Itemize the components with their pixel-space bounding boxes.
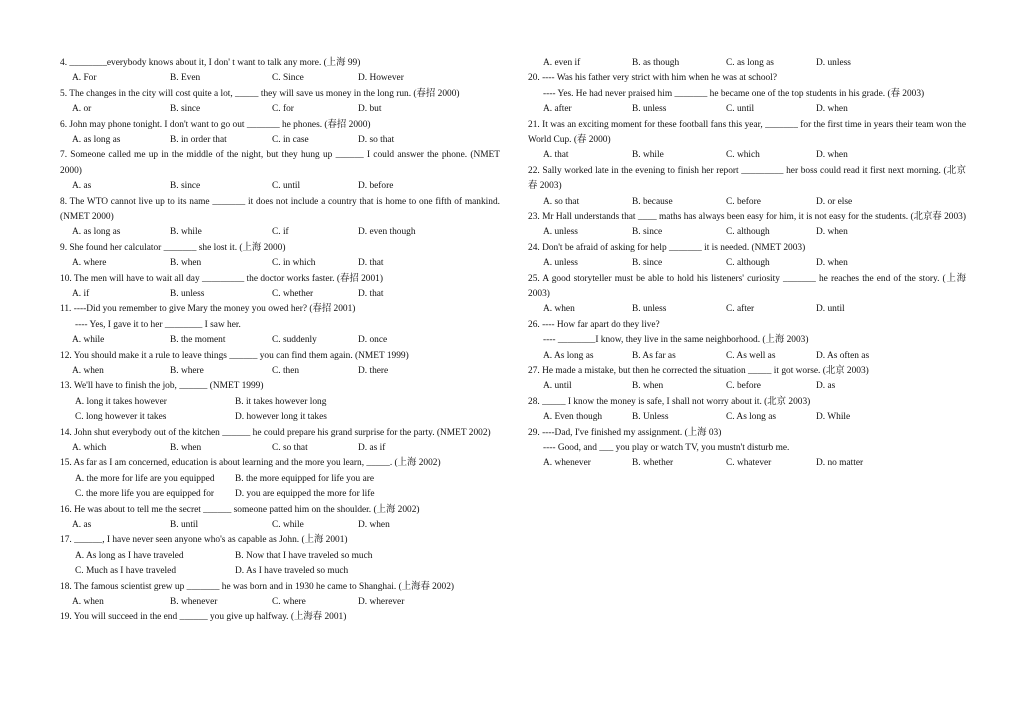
question-stem [60, 349, 500, 364]
question-stem [60, 87, 500, 102]
question-item [528, 272, 966, 318]
answer-option[interactable]: D. you are equipped the more for life [235, 489, 375, 500]
question-stem [60, 302, 500, 317]
question-text: The men will have to wait all day _________ the doctor works faster. (春招 2001) [73, 273, 383, 284]
question-text: ---- Was his father very strict with him when he was at school? [542, 73, 778, 84]
answer-option[interactable]: D. unless [816, 58, 851, 68]
question-text: He was about to tell me the secret ______ someone patted him on the shoulder. (上海 2002) [74, 504, 420, 515]
answer-option[interactable]: B. when [632, 381, 664, 392]
question-number: 21. [528, 119, 540, 130]
answer-option[interactable]: D. when [816, 227, 848, 238]
question-number: 12. [60, 350, 72, 361]
answer-option[interactable]: B. in order that [170, 135, 227, 145]
question-item [528, 210, 966, 241]
answer-option[interactable]: A. as long as [72, 227, 121, 238]
right-column [528, 56, 966, 472]
answer-option[interactable]: A. unless [543, 227, 578, 238]
question-text: As far as I am concerned, education is about learning and the more you learn, _____. (上海 2002) [73, 458, 441, 469]
answer-option[interactable]: B. where [170, 366, 204, 376]
question-stem [60, 195, 500, 226]
answer-option[interactable]: D. However [358, 73, 404, 84]
question-item [60, 456, 500, 502]
question-number: 24. [528, 242, 540, 253]
options-row [60, 595, 500, 610]
question-item [528, 56, 966, 71]
options-row [60, 441, 500, 456]
question-number: 15. [60, 458, 72, 469]
question-item [60, 533, 500, 579]
answer-option[interactable]: D. before [358, 181, 394, 192]
question-text: She found her calculator _______ she lost it. (上海 2000) [69, 242, 286, 253]
question-number: 4. [60, 58, 68, 68]
answer-option[interactable]: C. before [726, 196, 761, 207]
answer-option[interactable]: B. unless [632, 304, 667, 315]
answer-option[interactable]: B. while [632, 150, 664, 161]
question-text: He made a mistake, but then he corrected the situation _____ it got worse. (北京 2003) [542, 366, 869, 376]
answer-option[interactable]: D. or else [816, 196, 853, 207]
answer-option[interactable]: D. however long it takes [235, 412, 327, 423]
question-stem [60, 272, 500, 287]
answer-option[interactable]: A. so that [543, 196, 580, 207]
options-row [528, 256, 966, 271]
question-stem [60, 580, 500, 595]
answer-option[interactable]: D. While [816, 412, 851, 423]
options-row [60, 133, 500, 148]
question-number: 6. [60, 119, 68, 130]
question-stem [528, 210, 966, 225]
answer-option[interactable]: C. whatever [726, 458, 772, 469]
answer-option[interactable]: B. the more equipped for life you are [235, 473, 375, 484]
options-row [60, 472, 500, 487]
question-item [528, 395, 966, 426]
question-number: 26. [528, 319, 540, 330]
answer-option[interactable]: C. As long as [726, 412, 777, 423]
answer-option[interactable]: B. Even [170, 73, 201, 84]
question-number: 27. [528, 366, 540, 376]
question-item [528, 318, 966, 364]
answer-option[interactable]: C. until [272, 181, 301, 192]
answer-option[interactable]: C. while [272, 519, 304, 530]
question-stem [60, 426, 500, 441]
question-text: The WTO cannot live up to its name _______ it does not include a country that is home to one fifth of mankind. (NMET 2000) [60, 196, 500, 222]
options-row [60, 564, 500, 579]
question-item [528, 118, 966, 164]
question-text: A good storyteller must be able to hold his listeners' curiosity _______ he reaches the end of the story. (上海 2003) [528, 273, 966, 299]
answer-option[interactable]: C. as long as [726, 58, 774, 68]
options-row [60, 410, 500, 425]
options-row [60, 225, 500, 240]
answer-option[interactable]: C. the more life you are equipped for [75, 489, 215, 500]
question-number: 23. [528, 212, 540, 222]
answer-option[interactable]: A. For [72, 73, 97, 84]
answer-option[interactable]: D. no matter [816, 458, 864, 469]
options-row [528, 56, 966, 71]
question-number: 20. [528, 73, 540, 84]
answer-option[interactable]: A. as [72, 181, 92, 192]
question-number: 13. [60, 381, 72, 392]
answer-option[interactable]: B. unless [170, 289, 205, 299]
question-number: 7. [60, 150, 68, 161]
question-item [528, 71, 966, 117]
answer-option[interactable]: C. where [272, 596, 306, 607]
question-number: 8. [60, 196, 68, 207]
answer-option[interactable]: B. whenever [170, 596, 218, 607]
answer-option[interactable]: C. although [726, 227, 770, 238]
question-item [60, 580, 500, 611]
answer-option[interactable]: B. As far as [632, 350, 676, 361]
question-item [60, 610, 500, 625]
question-item [60, 56, 500, 87]
answer-option[interactable]: A. even if [543, 58, 581, 68]
question-stem [60, 379, 500, 394]
question-stem [60, 241, 500, 256]
question-stem [528, 318, 966, 333]
question-number: 9. [60, 242, 68, 253]
answer-option[interactable]: D. when [358, 519, 390, 530]
answer-option[interactable]: D. there [358, 366, 389, 376]
question-number: 25. [528, 273, 540, 284]
question-item [60, 426, 500, 457]
answer-option[interactable]: C. long however it takes [75, 412, 167, 423]
answer-option[interactable]: A. until [543, 381, 572, 392]
question-item [60, 118, 500, 149]
options-row [60, 102, 500, 117]
answer-option[interactable]: C. Since [272, 73, 304, 84]
question-reply: ---- Yes, I gave it to her ________ I saw her. [75, 319, 241, 330]
answer-option[interactable]: C. before [726, 381, 761, 392]
question-stem [528, 426, 966, 441]
answer-option[interactable]: C. suddenly [272, 335, 317, 346]
answer-option[interactable]: A. when [72, 596, 104, 607]
question-stem [528, 241, 966, 256]
answer-option[interactable]: D. until [816, 304, 845, 315]
answer-option[interactable]: A. which [72, 442, 107, 453]
options-row [60, 518, 500, 533]
answer-option[interactable]: C. so that [272, 442, 308, 453]
question-stem [60, 56, 500, 71]
question-number: 29. [528, 427, 540, 438]
answer-option[interactable]: B. when [170, 442, 202, 453]
answer-option[interactable]: B. while [170, 227, 202, 238]
answer-option[interactable]: C. Much as I have traveled [75, 566, 177, 577]
answer-option[interactable]: A. as long as [72, 135, 121, 145]
answer-option[interactable]: D. wherever [358, 596, 405, 607]
options-row [60, 333, 500, 348]
options-row [60, 287, 500, 302]
question-text: ________everybody knows about it, I don' t want to talk any more. (上海 99) [69, 58, 361, 68]
answer-option[interactable]: D. but [358, 104, 382, 115]
question-item [60, 148, 500, 194]
answer-option[interactable]: C. if [272, 227, 289, 238]
question-stem [528, 395, 966, 410]
answer-option[interactable]: A. unless [543, 258, 578, 269]
options-row [60, 487, 500, 502]
answer-option[interactable]: A. long it takes however [75, 396, 167, 407]
question-item [60, 302, 500, 348]
answer-option[interactable]: C. then [272, 366, 300, 376]
question-item [60, 272, 500, 303]
question-number: 18. [60, 581, 72, 592]
answer-option[interactable]: C. after [726, 304, 755, 315]
options-row [528, 349, 966, 364]
answer-option[interactable]: D. when [816, 150, 848, 161]
question-stem [528, 164, 966, 195]
left-column [60, 56, 500, 626]
question-stem [528, 364, 966, 379]
options-row [60, 395, 500, 410]
answer-option[interactable]: B. since [632, 258, 663, 269]
answer-option[interactable]: D. As I have traveled so much [235, 566, 349, 577]
question-stem [528, 272, 966, 303]
question-number: 19. [60, 612, 72, 623]
answer-option[interactable]: D. as if [358, 442, 386, 453]
answer-option[interactable]: A. as [72, 519, 92, 530]
answer-option[interactable]: B. Unless [632, 412, 669, 423]
options-row [60, 71, 500, 86]
answer-option[interactable]: D. when [816, 104, 848, 115]
answer-option[interactable]: B. since [170, 181, 201, 192]
options-row [528, 225, 966, 240]
question-stem [60, 456, 500, 471]
answer-option[interactable]: A. As long as I have traveled [75, 550, 184, 561]
question-text: You should make it a rule to leave things ______ you can find them again. (NMET 1999) [73, 350, 409, 361]
question-text: Sally worked late in the evening to finish her report _________ her boss could read it first next morning. (北京春 2003) [528, 165, 966, 192]
question-text: You will succeed in the end ______ you give up halfway. (上海春 2001) [73, 612, 347, 623]
question-text: Mr Hall understands that ____ maths has always been easy for him, it is not easy for the students. (北京春 2003) [542, 212, 966, 222]
question-reply: ---- ________I know, they live in the same neighborhood. (上海 2003) [543, 335, 809, 346]
answer-option[interactable]: D. As often as [816, 350, 870, 361]
options-row [528, 302, 966, 317]
answer-option[interactable]: B. since [170, 104, 201, 115]
answer-option[interactable]: B. it takes however long [235, 396, 327, 407]
question-number: 16. [60, 504, 72, 515]
answer-option[interactable]: B. the moment [170, 335, 226, 346]
question-text: John may phone tonight. I don't want to go out _______ he phones. (春招 2000) [69, 119, 371, 130]
question-item [528, 241, 966, 272]
answer-option[interactable]: A. when [543, 304, 575, 315]
question-number: 11. [60, 304, 72, 315]
answer-option[interactable]: A. while [72, 335, 105, 346]
question-number: 10. [60, 273, 72, 284]
question-text: Someone called me up in the middle of the night, but they hung up ______ I could answer the phone. (NMET 2000) [60, 150, 501, 176]
answer-option[interactable]: D. when [816, 258, 848, 269]
question-number: 5. [60, 88, 68, 99]
answer-option[interactable]: B. unless [632, 104, 667, 115]
question-text: ______, I have never seen anyone who's as capable as John. (上海 2001) [74, 535, 348, 546]
question-stem [60, 533, 500, 548]
options-row [60, 256, 500, 271]
answer-option[interactable]: C. whether [272, 289, 314, 299]
question-text: We'll have to finish the job, ______ (NMET 1999) [73, 381, 264, 392]
question-number: 14. [60, 427, 72, 438]
answer-option[interactable]: A. where [72, 258, 107, 269]
question-text: The famous scientist grew up _______ he was born and in 1930 he came to Shanghai. (上海春 2002) [73, 581, 455, 592]
options-row [528, 379, 966, 394]
options-row [60, 549, 500, 564]
answer-option[interactable]: A. after [543, 104, 572, 115]
answer-option[interactable]: C. in which [272, 258, 316, 269]
answer-option[interactable]: A. if [72, 289, 90, 299]
question-stem [60, 610, 500, 625]
question-item [528, 426, 966, 472]
answer-option[interactable]: C. although [726, 258, 770, 269]
answer-option[interactable]: C. As well as [726, 350, 776, 361]
question-text: Don't be afraid of asking for help _______ it is needed. (NMET 2003) [542, 242, 806, 253]
question-text: The changes in the city will cost quite a lot, _____ they will save us money in the long run. (春招 2000) [69, 88, 460, 99]
question-reply: ---- Good, and ___ you play or watch TV, you mustn't disturb me. [543, 443, 790, 453]
answer-option[interactable]: D. once [358, 335, 388, 346]
question-item [60, 503, 500, 534]
question-text: _____ I know the money is safe, I shall not worry about it. (北京 2003) [542, 396, 811, 407]
question-reply: ---- Yes. He had never praised him _______ he became one of the top students in his grade. (春 2003) [543, 88, 925, 99]
answer-option[interactable]: A. whenever [543, 458, 591, 469]
answer-option[interactable]: C. until [726, 104, 755, 115]
question-item [528, 164, 966, 210]
question-text: John shut everybody out of the kitchen ______ he could prepare his grand surprise for the party. (NMET 2002) [74, 427, 491, 438]
question-text: ----Dad, I've finished my assignment. (上海 03) [542, 427, 722, 438]
question-stem [60, 148, 500, 179]
answer-option[interactable]: C. which [726, 150, 760, 161]
question-stem [528, 118, 966, 149]
answer-option[interactable]: D. that [358, 258, 384, 269]
answer-option[interactable]: B. until [170, 519, 199, 530]
question-item [60, 379, 500, 425]
answer-option[interactable]: B. since [632, 227, 663, 238]
answer-option[interactable]: A. As long as [543, 350, 594, 361]
question-stem [60, 118, 500, 133]
question-item [60, 87, 500, 118]
options-row [528, 195, 966, 210]
answer-option[interactable]: B. when [170, 258, 202, 269]
answer-option[interactable]: B. whether [632, 458, 674, 469]
answer-option[interactable]: A. when [72, 366, 104, 376]
options-row [528, 148, 966, 163]
answer-option[interactable]: C. for [272, 104, 294, 115]
question-number: 22. [528, 165, 540, 176]
question-stem [60, 503, 500, 518]
question-item [60, 195, 500, 241]
question-stem [528, 71, 966, 86]
question-number: 17. [60, 535, 72, 546]
question-text: ---- How far apart do they live? [542, 319, 660, 330]
options-row [60, 179, 500, 194]
answer-option[interactable]: C. in case [272, 135, 309, 145]
question-text: ----Did you remember to give Mary the money you owed her? (春招 2001) [73, 304, 356, 315]
options-row [60, 364, 500, 379]
answer-option[interactable]: D. even though [358, 227, 416, 238]
answer-option[interactable]: A. that [543, 150, 569, 161]
answer-option[interactable]: D. as [816, 381, 836, 392]
answer-option[interactable]: A. or [72, 104, 92, 115]
answer-option[interactable]: A. Even though [543, 412, 603, 423]
options-row [528, 102, 966, 117]
question-text: It was an exciting moment for these football fans this year, _______ for the first time in years their team won the World Cup. (春 2000) [528, 119, 966, 145]
answer-option[interactable]: B. as though [632, 58, 680, 68]
answer-option[interactable]: A. the more for life are you equipped [75, 473, 215, 484]
answer-option[interactable]: B. Now that I have traveled so much [235, 550, 373, 561]
question-number: 28. [528, 396, 540, 407]
answer-option[interactable]: D. so that [358, 135, 395, 145]
answer-option[interactable]: D. that [358, 289, 384, 299]
question-item [528, 364, 966, 395]
question-item [60, 241, 500, 272]
answer-option[interactable]: B. because [632, 196, 673, 207]
options-row [528, 456, 966, 471]
question-item [60, 349, 500, 380]
options-row [528, 410, 966, 425]
